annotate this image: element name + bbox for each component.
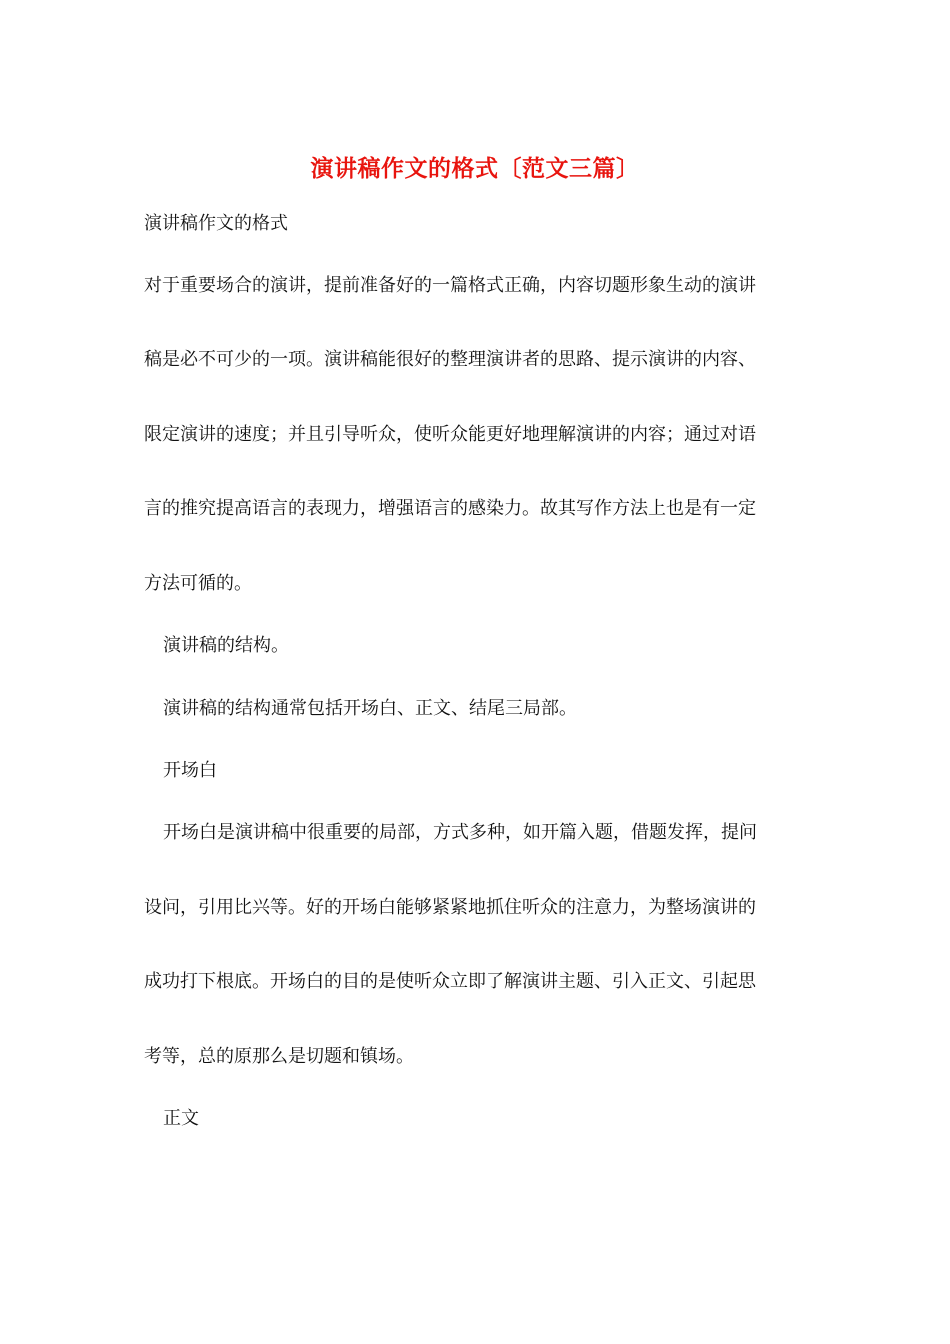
paragraph-line: 设问，引用比兴等。好的开场白能够紧紧地抓住听众的注意力，为整场演讲的 [144, 897, 756, 918]
document-title: 演讲稿作文的格式〔范文三篇〕 [310, 155, 640, 182]
paragraph-line: 成功打下根底。开场白的目的是使听众立即了解演讲主题、引入正文、引起思 [144, 971, 756, 992]
document-subtitle: 演讲稿作文的格式 [144, 213, 288, 234]
paragraph-line: 考等，总的原那么是切题和镇场。 [144, 1046, 414, 1067]
paragraph-line: 开场白是演讲稿中很重要的局部，方式多种，如开篇入题，借题发挥，提问 [163, 822, 757, 843]
section-heading-structure: 演讲稿的结构。 [163, 635, 289, 656]
paragraph-line: 稿是必不可少的一项。演讲稿能很好的整理演讲者的思路、提示演讲的内容、 [144, 349, 756, 370]
paragraph-line: 限定演讲的速度；并且引导听众，使听众能更好地理解演讲的内容；通过对语 [144, 424, 756, 445]
structure-text: 演讲稿的结构通常包括开场白、正文、结尾三局部。 [163, 698, 577, 719]
paragraph-line: 方法可循的。 [144, 573, 252, 594]
section-heading-opening: 开场白 [163, 760, 217, 781]
paragraph-line: 言的推究提高语言的表现力，增强语言的感染力。故其写作方法上也是有一定 [144, 498, 756, 519]
paragraph-line: 对于重要场合的演讲，提前准备好的一篇格式正确，内容切题形象生动的演讲 [144, 275, 756, 296]
section-heading-body: 正文 [163, 1108, 199, 1129]
